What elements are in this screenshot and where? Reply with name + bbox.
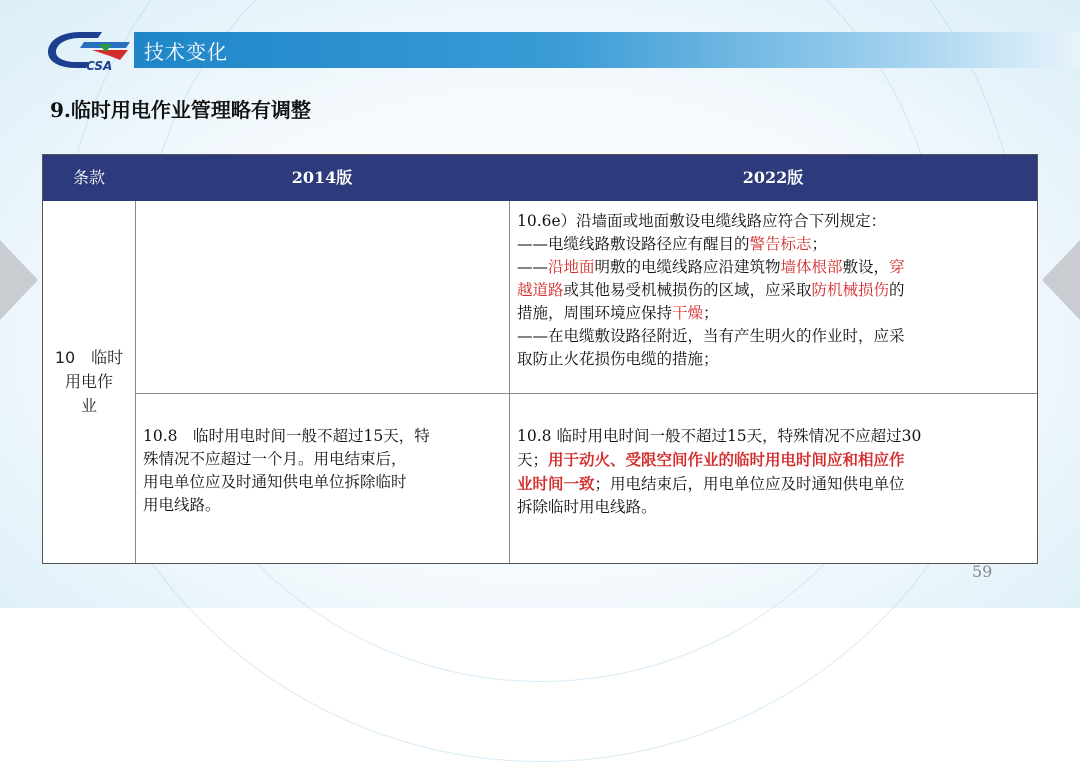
text-line xyxy=(517,233,1033,256)
cell-2022-row1 xyxy=(517,210,1033,371)
text-line xyxy=(517,448,1033,472)
clause-cell xyxy=(43,201,135,563)
text-segment: 措施，周围环境应保持 xyxy=(517,304,673,322)
header-title: 技术变化 xyxy=(144,40,228,64)
clause-line: 10 临时 xyxy=(54,348,124,367)
left-arrow-decoration xyxy=(0,240,38,320)
right-arrow-decoration xyxy=(1042,240,1080,320)
text-segment: 明敷的电缆线路应沿建筑物 xyxy=(594,258,781,276)
text-segment: 的 xyxy=(889,281,905,299)
text-segment: ——在电缆敷设路径附近，当有产生明火的作业时，应采 xyxy=(517,327,905,345)
text-line xyxy=(517,256,1033,279)
text-line: 用电单位应及时通知供电单位拆除临时 xyxy=(143,473,407,491)
text-line: 10.8 临时用电时间一般不超过15天，特 xyxy=(143,427,430,445)
comparison-table xyxy=(42,154,1038,564)
text-segment: 天； xyxy=(517,451,549,469)
highlighted-text: 干燥 xyxy=(672,304,704,322)
text-line xyxy=(517,472,1033,496)
column-header-clause: 条款 xyxy=(72,168,105,187)
table-header xyxy=(43,155,1037,201)
highlighted-text: 穿 xyxy=(889,258,905,276)
text-segment: ——电缆线路敷设路径应有醒目的 xyxy=(517,235,750,253)
clause-line: 业 xyxy=(80,396,97,415)
text-line: 殊情况不应超过一个月。用电结束后， xyxy=(143,450,407,468)
cell-2014-row2 xyxy=(143,425,505,517)
text-line xyxy=(517,325,1033,348)
column-divider xyxy=(509,201,510,563)
text-segment: 取防止火花损伤电缆的措施； xyxy=(517,350,719,368)
text-segment: 10.8 临时用电时间一般不超过15天，特殊情况不应超过30 xyxy=(517,427,922,445)
text-line: 用电线路。 xyxy=(143,496,221,514)
column-divider xyxy=(135,201,136,563)
header-bar xyxy=(134,32,1080,68)
highlighted-text: 用于动火、受限空间作业的临时用电时间应和相应作 xyxy=(548,450,905,469)
text-line xyxy=(517,210,1033,233)
text-line xyxy=(517,425,1033,448)
text-segment: 10.6e）沿墙面或地面敷设电缆线路应符合下列规定： xyxy=(517,212,887,230)
highlighted-text: 业时间一致 xyxy=(517,474,595,493)
highlighted-text: 防机械损伤 xyxy=(811,281,890,299)
text-segment: 敷设， xyxy=(842,258,890,276)
highlighted-text: 墙体根部 xyxy=(780,258,843,276)
text-line xyxy=(517,348,1033,371)
csa-logo xyxy=(40,26,136,74)
column-header-2022: 2022版 xyxy=(742,168,804,187)
row-divider xyxy=(135,393,1037,394)
highlighted-text: 沿地面 xyxy=(548,258,595,276)
text-segment: 拆除临时用电线路。 xyxy=(517,498,657,516)
text-segment: ； xyxy=(811,235,828,253)
column-header-2014: 2014版 xyxy=(291,168,353,187)
logo-text: CSA xyxy=(86,59,113,73)
text-line xyxy=(517,496,1033,519)
text-segment: 或其他易受机械损伤的区域，应采取 xyxy=(563,281,812,299)
clause-line: 用电作 xyxy=(64,372,113,391)
cell-2022-row2 xyxy=(517,425,1033,519)
page-number: 59 xyxy=(972,562,993,581)
highlighted-text: 警告标志 xyxy=(749,235,812,253)
highlighted-text: 越道路 xyxy=(517,281,564,299)
text-segment: ； xyxy=(703,304,719,322)
text-line xyxy=(517,302,1033,325)
text-segment: —— xyxy=(517,258,548,276)
text-segment: ；用电结束后，用电单位应及时通知供电单位 xyxy=(594,475,905,493)
section-title: 9.临时用电作业管理略有调整 xyxy=(50,98,311,122)
text-line xyxy=(517,279,1033,302)
